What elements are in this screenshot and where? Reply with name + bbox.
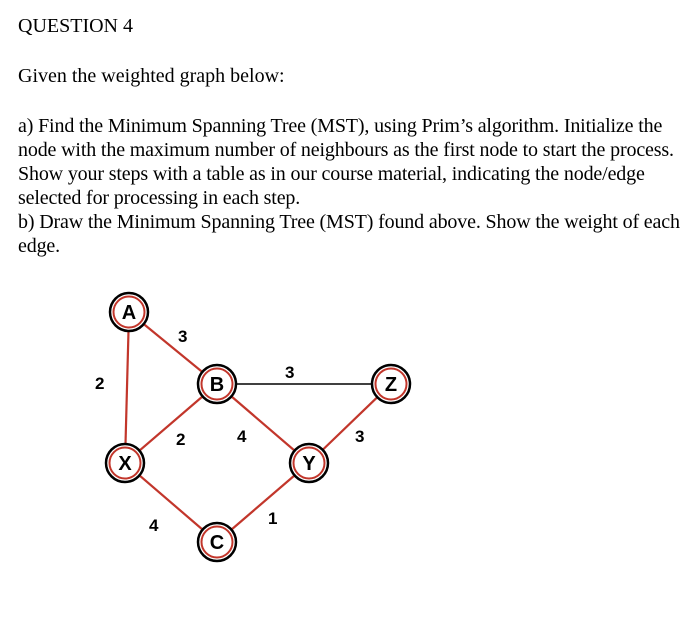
weight-a-x: 2 (95, 374, 105, 393)
weight-b-y: 4 (237, 427, 247, 446)
weight-y-z: 3 (355, 427, 365, 446)
question-part-a: a) Find the Minimum Spanning Tree (MST), using Prim’s algorithm. Initialize the node with the maximum number of neighbours as the first node to start the process. Show your steps with a table as in our course material, indicating the node/edge selected for processing in each step. (18, 115, 674, 209)
edge-a-x (125, 312, 129, 463)
node-a-label: A (121, 302, 137, 324)
node-y-label: Y (302, 453, 316, 475)
weight-x-c: 4 (149, 516, 159, 535)
question-part-b: b) Draw the Minimum Spanning Tree (MST) found above. Show the weight of each edge. (18, 211, 680, 257)
weight-b-x: 2 (176, 430, 186, 449)
node-b (198, 365, 236, 403)
node-x-label: X (118, 453, 132, 475)
node-a (110, 293, 148, 331)
weight-b-z: 3 (285, 363, 295, 382)
weight-a-b: 3 (178, 327, 188, 346)
node-z-label: Z (384, 374, 398, 396)
node-z (372, 365, 410, 403)
node-y (290, 444, 328, 482)
question-intro: Given the weighted graph below: (18, 65, 285, 87)
question-title: QUESTION 4 (18, 15, 133, 37)
node-b-label: B (209, 374, 225, 396)
node-x (106, 444, 144, 482)
weight-c-y: 1 (268, 509, 278, 528)
node-c (198, 523, 236, 561)
node-c-label: C (209, 532, 225, 554)
